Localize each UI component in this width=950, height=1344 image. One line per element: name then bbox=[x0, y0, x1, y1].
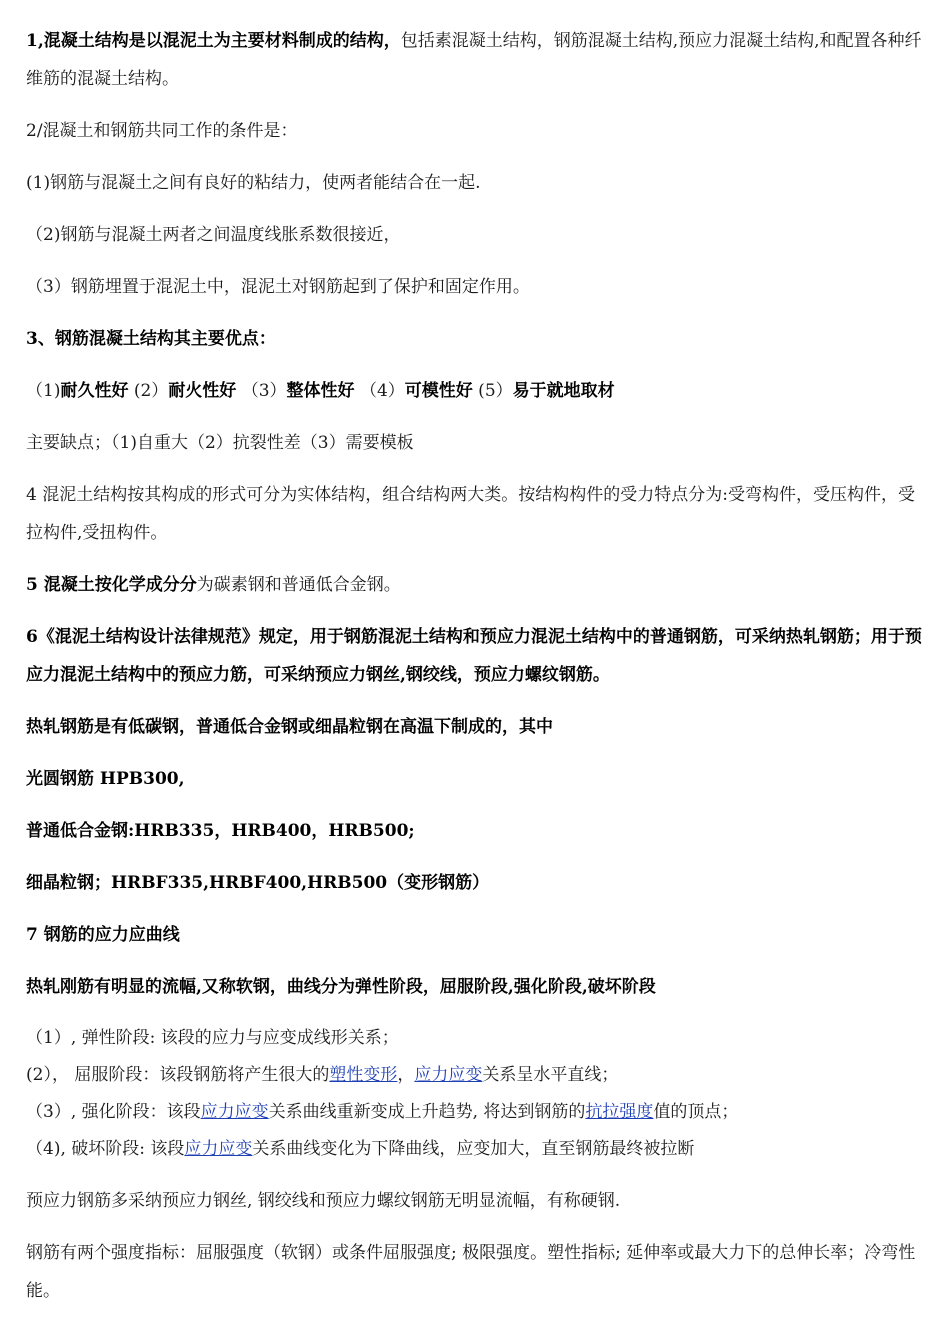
stage-list bbox=[26, 1020, 924, 1168]
stage-hardening-text-a: （3）, 强化阶段：该段 bbox=[26, 1102, 201, 1122]
link-tensile-strength[interactable]: 抗拉强度 bbox=[585, 1102, 654, 1122]
adv-part-8: (5） bbox=[472, 381, 513, 401]
stage-hardening-text-b: 关系曲线重新变成上升趋势, 将达到钢筋的 bbox=[268, 1102, 586, 1122]
adv-part-2: (2） bbox=[128, 381, 169, 401]
paragraph-2: 2/混凝土和钢筋共同工作的条件是： bbox=[26, 121, 298, 141]
adv-part-5: 整体性好 bbox=[286, 381, 355, 401]
document-page bbox=[26, 22, 924, 1310]
heading-advantages: 3、钢筋混凝土结构其主要优点： bbox=[26, 329, 276, 349]
paragraph-4-structure-types: 4 混泥土结构按其构成的形式可分为实体结构，组合结构两大类。按结构构件的受力特点分为:受弯构件，受压构件，受拉构件,受扭构件。 bbox=[26, 485, 915, 543]
paragraph-1 bbox=[26, 22, 924, 98]
link-stress-strain[interactable]: 应力应变 bbox=[200, 1102, 269, 1122]
soft-steel-stages: 热轧刚筋有明显的流幅,又称软钢，曲线分为弹性阶段，屈服阶段,强化阶段,破坏阶段 bbox=[26, 977, 656, 997]
stage-failure-text-b: 关系曲线变化为下降曲线，应变加大，直至钢筋最终被拉断 bbox=[252, 1139, 695, 1159]
round-bar: 光圆钢筋 HPB300, bbox=[26, 769, 185, 789]
prestressed-steel: 预应力钢筋多采纳预应力钢丝, 钢绞线和预应力螺纹钢筋无明显流幅，有称硬钢. bbox=[26, 1191, 621, 1211]
stage-yield-text-b: ， bbox=[397, 1065, 415, 1085]
hot-rolled-intro: 热轧钢筋是有低碳钢，普通低合金钢或细晶粒钢在高温下制成的，其中 bbox=[26, 717, 553, 737]
stage-failure bbox=[26, 1131, 924, 1168]
adv-part-4: （3） bbox=[236, 381, 287, 401]
link-stress-strain[interactable]: 应力应变 bbox=[184, 1139, 253, 1159]
adv-part-0: （1) bbox=[26, 381, 61, 401]
strength-indicators: 钢筋有两个强度指标：屈服强度（软钢）或条件屈服强度; 极限强度。塑性指标; 延伸率或最大力下的总伸长率；冷弯性能。 bbox=[26, 1243, 916, 1301]
paragraph-6-code: 6《混泥土结构设计法律规范》规定，用于钢筋混泥土结构和预应力混泥土结构中的普通钢筋，可采纳热轧钢筋；用于预应力混泥土结构中的预应力筋，可采纳预应力钢丝,钢绞线，预应力螺纹钢筋。 bbox=[26, 627, 922, 685]
adv-part-1: 耐久性好 bbox=[60, 381, 129, 401]
stage-failure-text-a: （4), 破坏阶段: 该段 bbox=[26, 1139, 185, 1159]
stage-yield bbox=[26, 1057, 924, 1094]
paragraph-5-composition bbox=[26, 566, 924, 604]
heading-stress-strain: 7 钢筋的应力应曲线 bbox=[26, 925, 180, 945]
fine-grain-steel: 细晶粒钢；HRBF335,HRBF400,HRB500（变形钢筋） bbox=[26, 873, 490, 893]
paragraph-1-bold: 1,混凝土结构是以混泥土为主要材料制成的结构， bbox=[26, 31, 401, 51]
advantages-list bbox=[26, 372, 924, 410]
adv-part-6: （4） bbox=[354, 381, 405, 401]
paragraph-3: (1)钢筋与混凝土之间有良好的粘结力，使两者能结合在一起. bbox=[26, 173, 481, 193]
link-stress-strain[interactable]: 应力应变 bbox=[414, 1065, 483, 1085]
adv-part-9: 易于就地取材 bbox=[512, 381, 615, 401]
paragraph-5: （3）钢筋埋置于混泥土中，混泥土对钢筋起到了保护和固定作用。 bbox=[26, 277, 530, 297]
paragraph-5-bold: 5 混凝土按化学成分分 bbox=[26, 575, 197, 595]
stage-elastic: （1）, 弹性阶段: 该段的应力与应变成线形关系； bbox=[26, 1028, 399, 1048]
adv-part-3: 耐火性好 bbox=[168, 381, 237, 401]
stage-yield-text-a: (2）， 屈服阶段：该段钢筋将产生很大的 bbox=[26, 1065, 330, 1085]
paragraph-1-text: 包括素混凝土结构，钢筋混凝土结构,预应力混凝土结构,和配置各种纤维筋的混凝土结构。 bbox=[26, 31, 922, 89]
low-alloy-steel: 普通低合金钢:HRB335，HRB400，HRB500; bbox=[26, 821, 415, 841]
paragraph-4: （2)钢筋与混凝土两者之间温度线胀系数很接近， bbox=[26, 225, 401, 245]
stage-hardening bbox=[26, 1094, 924, 1131]
stage-yield-text-c: 关系呈水平直线； bbox=[482, 1065, 619, 1085]
disadvantages: 主要缺点；（1)自重大（2）抗裂性差（3）需要模板 bbox=[26, 433, 414, 453]
stage-hardening-text-c: 值的顶点； bbox=[653, 1102, 739, 1122]
adv-part-7: 可模性好 bbox=[404, 381, 473, 401]
paragraph-5-text: 为碳素钢和普通低合金钢。 bbox=[196, 575, 401, 595]
link-plastic-deformation[interactable]: 塑性变形 bbox=[329, 1065, 398, 1085]
